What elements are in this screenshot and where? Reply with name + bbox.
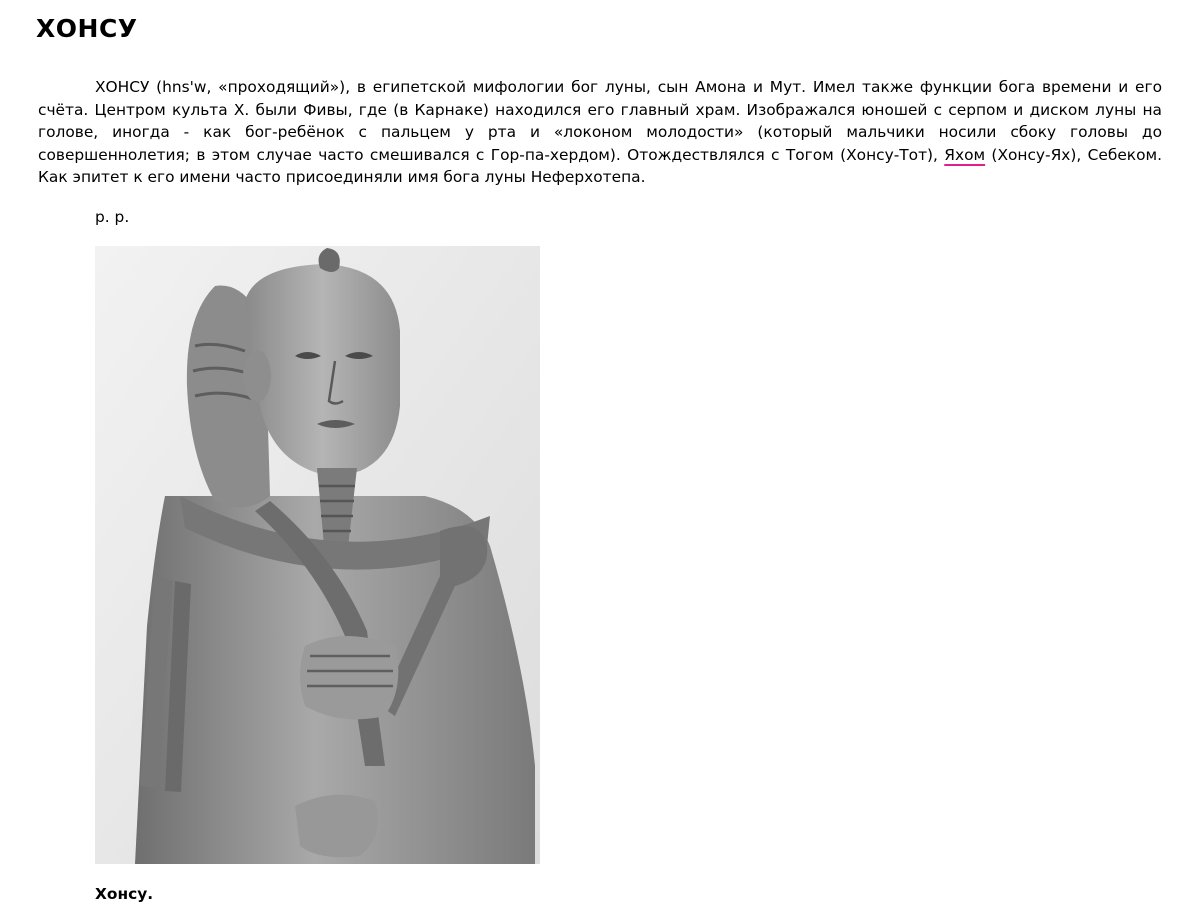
link-yah[interactable]: Яхом — [944, 145, 986, 164]
khonsu-statue-photo — [95, 246, 540, 864]
article-text-start: ХОНСУ (hns'w, «проходящий»), в египетской мифологии бог луны, сын Амона и Мут. Имел также функции бога времени и его счёта. Центром культа X. были Фивы, где (в Карнаке) находился его главный храм. Изображался юношей с серпом и диском луны на голове, иногда - как бог-ребёнок с пальцем у рта и «локоном молодости» (который мальчики носили сбоку головы до совершеннолетия; в этом случае часто смешивался с Гор-па-хердом). Отождествлялся с Тогом (Хонсу-Тот), — [38, 78, 1162, 164]
article-title: ХОНСУ — [36, 14, 138, 43]
article-text-end: (Хонсу-Ях), Себеком. Как эпитет к его имени часто присоединяли имя бога луны Неферхотепа. — [38, 145, 1162, 186]
figure-caption: Хонсу. — [95, 885, 154, 903]
article-body — [38, 76, 1162, 189]
author-signature: р. р. — [95, 208, 130, 226]
statue-illustration — [95, 246, 540, 864]
